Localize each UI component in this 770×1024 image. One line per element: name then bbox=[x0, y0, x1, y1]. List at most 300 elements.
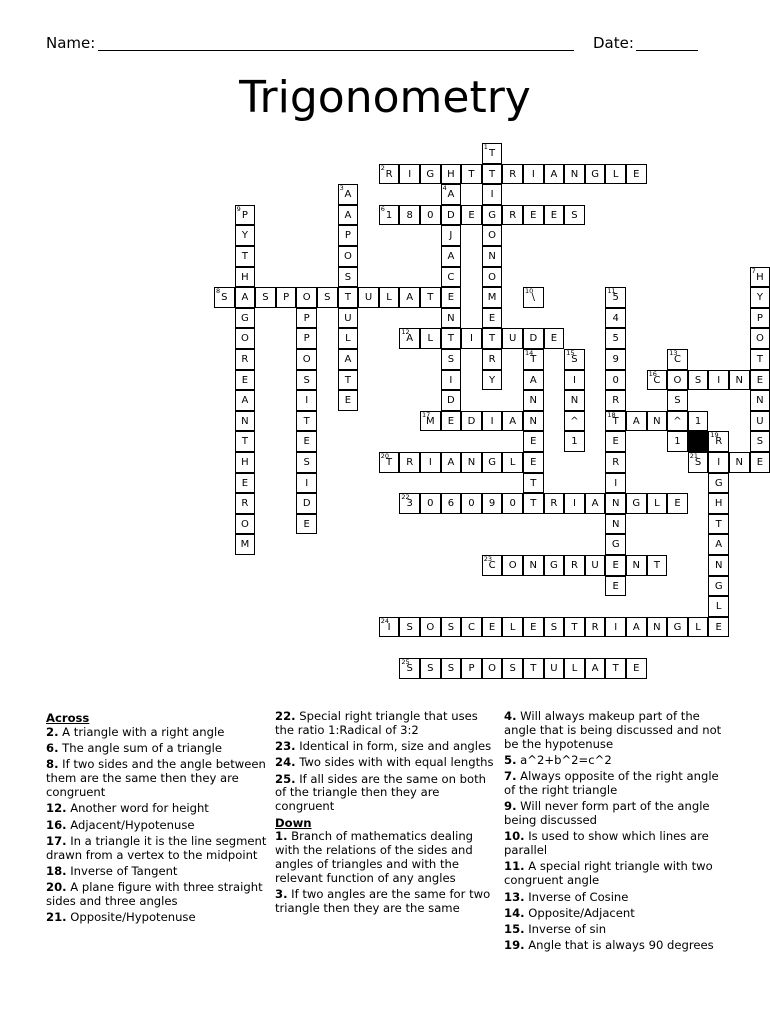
grid-cell[interactable] bbox=[399, 287, 420, 308]
grid-cell[interactable] bbox=[626, 555, 647, 576]
grid-cell[interactable] bbox=[647, 493, 668, 514]
grid-cell[interactable] bbox=[296, 390, 317, 411]
grid-cell[interactable] bbox=[502, 658, 523, 679]
grid-cell[interactable] bbox=[688, 411, 709, 432]
grid-cell[interactable] bbox=[708, 555, 729, 576]
grid-cell[interactable] bbox=[482, 452, 503, 473]
grid-cell[interactable] bbox=[750, 411, 770, 432]
grid-cell[interactable] bbox=[605, 576, 626, 597]
grid-cell[interactable] bbox=[564, 164, 585, 185]
clue-item bbox=[46, 758, 268, 799]
cell-letter: O bbox=[240, 333, 249, 345]
grid-cell[interactable] bbox=[296, 431, 317, 452]
grid-cell[interactable] bbox=[585, 617, 606, 638]
cell-letter: A bbox=[715, 539, 723, 551]
grid-cell[interactable] bbox=[441, 370, 462, 391]
clue-item bbox=[46, 726, 268, 740]
grid-cell[interactable] bbox=[420, 328, 441, 349]
grid-cell[interactable] bbox=[605, 411, 626, 432]
grid-cell[interactable] bbox=[564, 431, 585, 452]
grid-cell[interactable] bbox=[235, 473, 256, 494]
clue-text: Special right triangle that uses the ratio 1:Radical of 3:2 bbox=[275, 709, 478, 737]
cell-letter: P bbox=[283, 292, 290, 304]
grid-cell[interactable] bbox=[276, 287, 297, 308]
cell-letter: N bbox=[653, 415, 661, 427]
grid-cell[interactable] bbox=[296, 493, 317, 514]
clue-number: 6 bbox=[380, 204, 385, 213]
grid-cell[interactable] bbox=[441, 452, 462, 473]
grid-cell[interactable] bbox=[523, 617, 544, 638]
grid-cell[interactable] bbox=[605, 287, 626, 308]
grid-cell[interactable] bbox=[441, 349, 462, 370]
grid-cell[interactable] bbox=[605, 658, 626, 679]
grid-cell[interactable] bbox=[544, 617, 565, 638]
grid-cell[interactable] bbox=[420, 658, 441, 679]
cell-letter: N bbox=[611, 498, 620, 510]
grid-cell[interactable] bbox=[482, 225, 503, 246]
grid-cell[interactable] bbox=[461, 164, 482, 185]
grid-cell[interactable] bbox=[379, 205, 400, 226]
grid-cell[interactable] bbox=[708, 473, 729, 494]
grid-cell[interactable] bbox=[235, 246, 256, 267]
grid-cell[interactable] bbox=[317, 287, 338, 308]
grid-cell[interactable] bbox=[564, 205, 585, 226]
cell-letter: N bbox=[735, 374, 744, 386]
cell-letter: R bbox=[715, 436, 723, 448]
grid-cell[interactable] bbox=[605, 473, 626, 494]
cell-letter: E bbox=[612, 560, 619, 571]
grid-cell[interactable] bbox=[502, 555, 523, 576]
grid-cell[interactable] bbox=[441, 267, 462, 288]
grid-cell[interactable] bbox=[544, 328, 565, 349]
grid-cell[interactable] bbox=[441, 411, 462, 432]
grid-cell[interactable] bbox=[708, 452, 729, 473]
grid-cell[interactable] bbox=[688, 370, 709, 391]
clue-text: Identical in form, size and angles bbox=[295, 739, 492, 754]
cell-letter: U bbox=[344, 312, 352, 324]
clue-number-label: 3. bbox=[275, 887, 288, 902]
grid-cell[interactable] bbox=[502, 452, 523, 473]
clue-number: 1 bbox=[483, 143, 488, 151]
grid-cell[interactable] bbox=[235, 308, 256, 329]
cell-letter: T bbox=[756, 354, 763, 365]
grid-cell[interactable] bbox=[750, 370, 770, 391]
grid-cell[interactable] bbox=[605, 164, 626, 185]
grid-cell[interactable] bbox=[647, 617, 668, 638]
black-cell bbox=[688, 431, 709, 452]
grid-cell[interactable] bbox=[626, 411, 647, 432]
grid-cell[interactable] bbox=[482, 349, 503, 370]
grid-cell[interactable] bbox=[523, 164, 544, 185]
grid-cell[interactable] bbox=[750, 308, 770, 329]
grid-cell[interactable] bbox=[544, 555, 565, 576]
cell-letter: L bbox=[715, 601, 722, 613]
grid-cell[interactable] bbox=[235, 205, 256, 226]
grid-cell[interactable] bbox=[564, 370, 585, 391]
grid-cell[interactable] bbox=[708, 596, 729, 617]
clue-item bbox=[46, 819, 268, 833]
grid-cell[interactable] bbox=[502, 205, 523, 226]
cell-letter: T bbox=[489, 148, 496, 159]
grid-cell[interactable] bbox=[235, 452, 256, 473]
grid-cell[interactable] bbox=[585, 658, 606, 679]
cell-letter: N bbox=[735, 457, 744, 468]
cell-letter: T bbox=[612, 663, 619, 674]
grid-cell[interactable] bbox=[667, 431, 688, 452]
clue-number-label: 20. bbox=[46, 880, 67, 895]
clues-column-2 bbox=[275, 710, 495, 918]
grid-cell[interactable] bbox=[667, 493, 688, 514]
grid-cell[interactable] bbox=[461, 205, 482, 226]
cell-letter: D bbox=[447, 395, 455, 407]
grid-cell[interactable] bbox=[667, 411, 688, 432]
cell-letter: I bbox=[614, 621, 618, 633]
grid-cell[interactable] bbox=[399, 617, 420, 638]
grid-cell[interactable] bbox=[564, 390, 585, 411]
grid-cell[interactable] bbox=[523, 452, 544, 473]
grid-cell[interactable] bbox=[441, 617, 462, 638]
grid-cell[interactable] bbox=[338, 349, 359, 370]
grid-cell[interactable] bbox=[338, 370, 359, 391]
grid-cell[interactable] bbox=[482, 287, 503, 308]
grid-cell[interactable] bbox=[420, 164, 441, 185]
cell-letter: 5 bbox=[612, 333, 619, 345]
grid-cell[interactable] bbox=[605, 431, 626, 452]
grid-cell[interactable] bbox=[708, 617, 729, 638]
clue-number-label: 19. bbox=[504, 938, 525, 953]
grid-cell[interactable] bbox=[750, 328, 770, 349]
grid-cell[interactable] bbox=[338, 287, 359, 308]
grid-cell[interactable] bbox=[708, 370, 729, 391]
cell-letter: A bbox=[550, 168, 558, 180]
clue-item bbox=[504, 907, 729, 921]
cell-letter: G bbox=[673, 621, 682, 633]
grid-cell[interactable] bbox=[482, 246, 503, 267]
cell-letter: G bbox=[611, 539, 620, 551]
grid-cell[interactable] bbox=[750, 287, 770, 308]
grid-cell[interactable] bbox=[461, 452, 482, 473]
grid-cell[interactable] bbox=[523, 658, 544, 679]
grid-cell[interactable] bbox=[235, 225, 256, 246]
grid-cell[interactable] bbox=[441, 205, 462, 226]
grid-cell[interactable] bbox=[564, 493, 585, 514]
grid-cell[interactable] bbox=[441, 328, 462, 349]
grid-cell[interactable] bbox=[235, 514, 256, 535]
clue-text: If two sides and the angle between them are the same then they are congruent bbox=[46, 757, 266, 799]
clue-number-label: 21. bbox=[46, 910, 67, 925]
grid-cell[interactable] bbox=[523, 349, 544, 370]
grid-cell[interactable] bbox=[379, 287, 400, 308]
clue-item bbox=[275, 756, 495, 770]
grid-cell[interactable] bbox=[461, 411, 482, 432]
grid-cell[interactable] bbox=[296, 328, 317, 349]
clue-number: 9 bbox=[236, 204, 241, 213]
grid-cell[interactable] bbox=[544, 658, 565, 679]
grid-cell[interactable] bbox=[708, 514, 729, 535]
grid-cell[interactable] bbox=[441, 390, 462, 411]
grid-cell[interactable] bbox=[626, 164, 647, 185]
grid-cell[interactable] bbox=[296, 473, 317, 494]
grid-cell[interactable] bbox=[482, 617, 503, 638]
grid-cell[interactable] bbox=[338, 308, 359, 329]
grid-cell[interactable] bbox=[523, 287, 544, 308]
grid-cell[interactable] bbox=[708, 493, 729, 514]
cell-letter: I bbox=[305, 395, 309, 407]
grid-cell[interactable] bbox=[399, 328, 420, 349]
grid-cell[interactable] bbox=[296, 452, 317, 473]
grid-cell[interactable] bbox=[482, 370, 503, 391]
clue-text: Branch of mathematics dealing with the relations of the sides and angles of triangles and with the relevant function of any angles bbox=[275, 829, 474, 885]
grid-cell[interactable] bbox=[708, 576, 729, 597]
grid-cell[interactable] bbox=[420, 617, 441, 638]
clue-number-label: 14. bbox=[504, 905, 525, 920]
grid-cell[interactable] bbox=[544, 205, 565, 226]
cell-letter: D bbox=[302, 498, 311, 510]
grid-cell[interactable] bbox=[420, 205, 441, 226]
clue-number-label: 6. bbox=[46, 741, 59, 756]
grid-cell[interactable] bbox=[667, 390, 688, 411]
grid-cell[interactable] bbox=[235, 328, 256, 349]
grid-cell[interactable] bbox=[235, 411, 256, 432]
grid-cell[interactable] bbox=[255, 287, 276, 308]
grid-cell[interactable] bbox=[338, 225, 359, 246]
grid-cell[interactable] bbox=[482, 555, 503, 576]
grid-cell[interactable] bbox=[605, 308, 626, 329]
grid-cell[interactable] bbox=[564, 349, 585, 370]
cell-letter: G bbox=[550, 560, 558, 571]
grid-cell[interactable] bbox=[647, 555, 668, 576]
grid-cell[interactable] bbox=[750, 390, 770, 411]
grid-cell[interactable] bbox=[708, 534, 729, 555]
cell-letter: E bbox=[674, 498, 681, 510]
grid-cell[interactable] bbox=[605, 493, 626, 514]
clue-item bbox=[504, 754, 729, 768]
grid-cell[interactable] bbox=[750, 349, 770, 370]
cell-letter: R bbox=[612, 395, 620, 407]
grid-cell[interactable] bbox=[626, 617, 647, 638]
grid-cell[interactable] bbox=[750, 267, 770, 288]
grid-cell[interactable] bbox=[441, 184, 462, 205]
grid-cell[interactable] bbox=[544, 493, 565, 514]
grid-cell[interactable] bbox=[235, 493, 256, 514]
grid-cell[interactable] bbox=[379, 452, 400, 473]
grid-cell[interactable] bbox=[502, 328, 523, 349]
cell-letter: I bbox=[573, 374, 576, 386]
grid-cell[interactable] bbox=[399, 452, 420, 473]
grid-cell[interactable] bbox=[482, 493, 503, 514]
grid-cell[interactable] bbox=[585, 493, 606, 514]
grid-cell[interactable] bbox=[564, 617, 585, 638]
cell-letter: O bbox=[508, 560, 517, 571]
clue-text: A plane figure with three straight sides and three angles bbox=[46, 880, 263, 909]
grid-cell[interactable] bbox=[502, 411, 523, 432]
grid-cell[interactable] bbox=[605, 555, 626, 576]
grid-cell[interactable] bbox=[605, 514, 626, 535]
grid-cell[interactable] bbox=[379, 617, 400, 638]
grid-cell[interactable] bbox=[399, 493, 420, 514]
grid-cell[interactable] bbox=[441, 308, 462, 329]
grid-cell[interactable] bbox=[461, 493, 482, 514]
grid-cell[interactable] bbox=[729, 452, 750, 473]
grid-cell[interactable] bbox=[235, 287, 256, 308]
grid-cell[interactable] bbox=[482, 658, 503, 679]
cell-letter: C bbox=[467, 621, 475, 633]
grid-cell[interactable] bbox=[523, 411, 544, 432]
cell-letter: R bbox=[612, 457, 620, 468]
grid-cell[interactable] bbox=[667, 370, 688, 391]
grid-cell[interactable] bbox=[235, 349, 256, 370]
clue-text: Opposite/Adjacent bbox=[524, 905, 635, 920]
grid-cell[interactable] bbox=[482, 308, 503, 329]
grid-cell[interactable] bbox=[647, 411, 668, 432]
clue-text: Another word for height bbox=[66, 801, 209, 816]
grid-cell[interactable] bbox=[523, 473, 544, 494]
grid-cell[interactable] bbox=[688, 617, 709, 638]
cell-letter: N bbox=[467, 457, 476, 468]
clue-item bbox=[46, 802, 268, 816]
grid-cell[interactable] bbox=[605, 390, 626, 411]
grid-cell[interactable] bbox=[399, 164, 420, 185]
grid-cell[interactable] bbox=[379, 164, 400, 185]
grid-cell[interactable] bbox=[441, 287, 462, 308]
grid-cell[interactable] bbox=[708, 431, 729, 452]
grid-cell[interactable] bbox=[605, 349, 626, 370]
grid-cell[interactable] bbox=[502, 164, 523, 185]
grid-cell[interactable] bbox=[235, 390, 256, 411]
grid-cell[interactable] bbox=[420, 287, 441, 308]
grid-cell[interactable] bbox=[482, 143, 503, 164]
grid-cell[interactable] bbox=[358, 287, 379, 308]
grid-cell[interactable] bbox=[605, 617, 626, 638]
grid-cell[interactable] bbox=[523, 431, 544, 452]
grid-cell[interactable] bbox=[461, 617, 482, 638]
grid-cell[interactable] bbox=[338, 390, 359, 411]
grid-cell[interactable] bbox=[338, 328, 359, 349]
cell-letter: ^ bbox=[570, 415, 579, 427]
clue-number-label: 18. bbox=[46, 863, 67, 878]
grid-cell[interactable] bbox=[482, 267, 503, 288]
cell-letter: U bbox=[756, 415, 764, 427]
cell-letter: N bbox=[756, 395, 764, 407]
grid-cell[interactable] bbox=[523, 390, 544, 411]
grid-cell[interactable] bbox=[523, 205, 544, 226]
grid-cell[interactable] bbox=[441, 225, 462, 246]
grid-cell[interactable] bbox=[296, 370, 317, 391]
grid-cell[interactable] bbox=[482, 205, 503, 226]
grid-cell[interactable] bbox=[605, 452, 626, 473]
cell-letter: O bbox=[302, 354, 311, 365]
cell-letter: Y bbox=[756, 292, 763, 304]
grid-cell[interactable] bbox=[338, 246, 359, 267]
grid-cell[interactable] bbox=[626, 658, 647, 679]
grid-cell[interactable] bbox=[605, 534, 626, 555]
grid-cell[interactable] bbox=[502, 493, 523, 514]
grid-cell[interactable] bbox=[626, 493, 647, 514]
clue-item bbox=[504, 923, 729, 937]
cell-letter: L bbox=[509, 457, 516, 468]
grid-cell[interactable] bbox=[296, 349, 317, 370]
clue-text: Inverse of Cosine bbox=[524, 889, 629, 904]
grid-cell[interactable] bbox=[667, 617, 688, 638]
grid-cell[interactable] bbox=[296, 411, 317, 432]
grid-cell[interactable] bbox=[605, 328, 626, 349]
grid-cell[interactable] bbox=[750, 452, 770, 473]
grid-cell[interactable] bbox=[420, 452, 441, 473]
clue-number: 23 bbox=[483, 555, 493, 563]
grid-cell[interactable] bbox=[420, 411, 441, 432]
grid-cell[interactable] bbox=[482, 411, 503, 432]
grid-cell[interactable] bbox=[399, 658, 420, 679]
cell-letter: 0 bbox=[427, 498, 434, 510]
grid-cell[interactable] bbox=[441, 164, 462, 185]
grid-cell[interactable] bbox=[338, 267, 359, 288]
grid-cell[interactable] bbox=[296, 514, 317, 535]
grid-cell[interactable] bbox=[482, 184, 503, 205]
cell-letter: S bbox=[694, 374, 702, 386]
grid-cell[interactable] bbox=[235, 431, 256, 452]
grid-cell[interactable] bbox=[544, 164, 565, 185]
grid-cell[interactable] bbox=[585, 164, 606, 185]
clue-number: 20 bbox=[380, 452, 390, 460]
grid-cell[interactable] bbox=[647, 370, 668, 391]
cell-letter: M bbox=[425, 415, 435, 427]
grid-cell[interactable] bbox=[420, 493, 441, 514]
grid-cell[interactable] bbox=[523, 555, 544, 576]
grid-cell[interactable] bbox=[502, 617, 523, 638]
grid-cell[interactable] bbox=[605, 370, 626, 391]
grid-cell[interactable] bbox=[564, 411, 585, 432]
grid-cell[interactable] bbox=[235, 534, 256, 555]
clue-item bbox=[275, 710, 495, 738]
grid-cell[interactable] bbox=[461, 328, 482, 349]
grid-cell[interactable] bbox=[482, 164, 503, 185]
grid-cell[interactable] bbox=[296, 287, 317, 308]
grid-cell[interactable] bbox=[729, 370, 750, 391]
grid-cell[interactable] bbox=[461, 658, 482, 679]
cell-letter: T bbox=[530, 477, 537, 489]
cell-letter: E bbox=[468, 209, 475, 221]
grid-cell[interactable] bbox=[523, 493, 544, 514]
clue-text: A triangle with a right angle bbox=[58, 724, 225, 739]
grid-cell[interactable] bbox=[296, 308, 317, 329]
grid-cell[interactable] bbox=[564, 658, 585, 679]
clue-number-label: 15. bbox=[504, 922, 525, 937]
grid-cell[interactable] bbox=[235, 267, 256, 288]
grid-cell[interactable] bbox=[214, 287, 235, 308]
cell-letter: O bbox=[343, 251, 352, 262]
grid-cell[interactable] bbox=[585, 555, 606, 576]
cell-letter: N bbox=[529, 415, 538, 427]
grid-cell[interactable] bbox=[441, 493, 462, 514]
grid-cell[interactable] bbox=[750, 431, 770, 452]
cell-letter: S bbox=[324, 292, 331, 304]
grid-cell[interactable] bbox=[667, 349, 688, 370]
grid-cell[interactable] bbox=[688, 452, 709, 473]
grid-cell[interactable] bbox=[235, 370, 256, 391]
grid-cell[interactable] bbox=[482, 328, 503, 349]
cell-letter: O bbox=[302, 292, 311, 304]
grid-cell[interactable] bbox=[338, 205, 359, 226]
clue-number-label: 7. bbox=[504, 769, 517, 784]
grid-cell[interactable] bbox=[338, 184, 359, 205]
grid-cell[interactable] bbox=[441, 246, 462, 267]
grid-cell[interactable] bbox=[523, 328, 544, 349]
grid-cell[interactable] bbox=[564, 555, 585, 576]
clue-number-label: 23. bbox=[275, 739, 296, 754]
grid-cell[interactable] bbox=[523, 370, 544, 391]
grid-cell[interactable] bbox=[441, 658, 462, 679]
grid-cell[interactable] bbox=[399, 205, 420, 226]
